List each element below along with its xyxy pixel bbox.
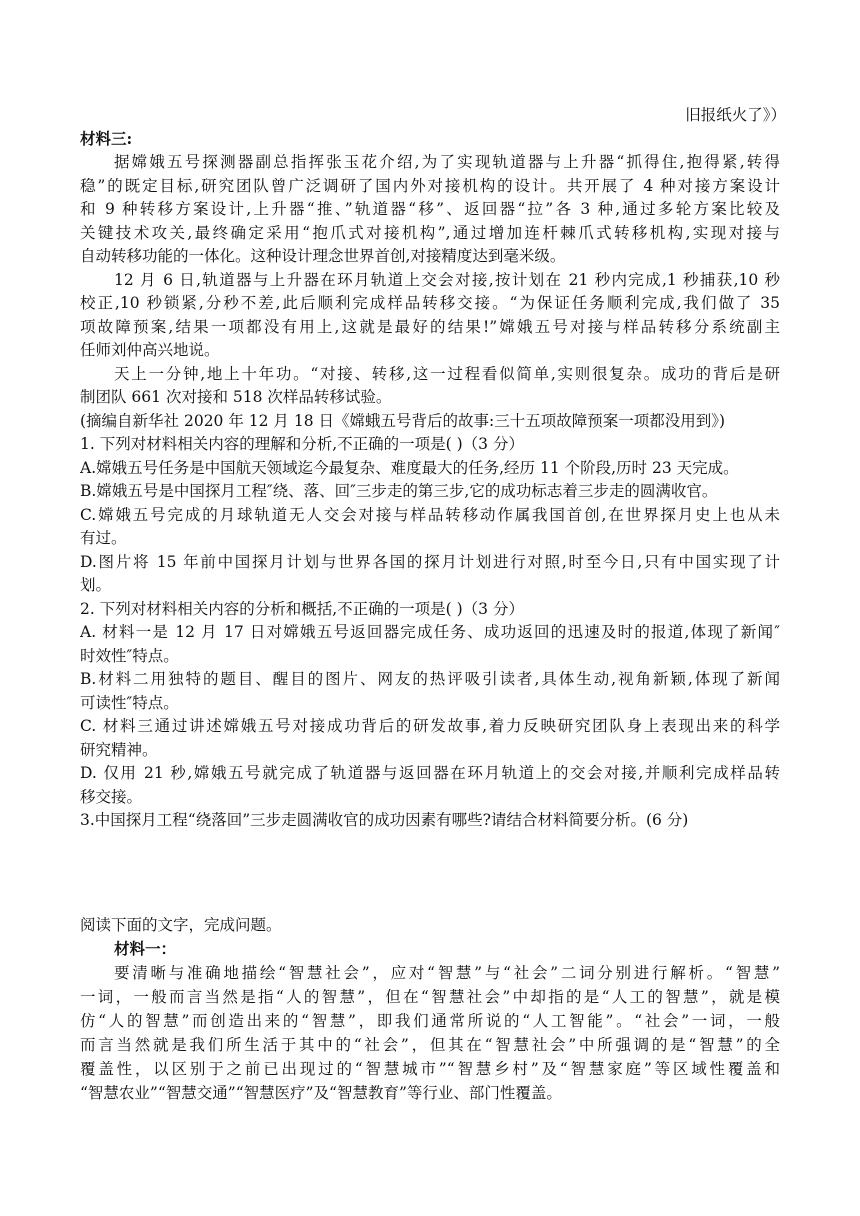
question-2-stem: 2. 下列对材料相关内容的分析和概括,不正确的一项是( )（3 分） [80,600,524,618]
question-1-option-c: 有过。 [80,529,127,547]
question-1-option-d: 划。 [80,576,112,594]
question-2-option-a: A. 材料一是 12 月 17 日对嫦娥五号返回器完成任务、成功返回的迅速及时的报道,体现了新闻″ [80,623,780,641]
material1-para-line: 仿“人的智慧”而创造出来的“智慧”，即我们通常所说的“人工智能”。“社会”一词，一般 [80,1012,780,1030]
reading-intro: 阅读下面的文字，完成问题。 [80,916,282,934]
material3-para1-line: 和 9 种转移方案设计,上升器“推、”轨道器“移”、返回器“拉”各 3 种,通过多轮方案比较及 [80,200,780,218]
material3-para2-line: 任师刘仲高兴地说。 [80,341,220,359]
material3-para2-line: 项故障预案,结果一项都没有用上,这就是最好的结果!”嫦娥五号对接与样品转移分系统副主 [80,318,780,336]
question-1-stem: 1. 下列对材料相关内容的理解和分析,不正确的一项是( )（3 分） [80,435,524,453]
material3-heading: 材料三: [80,129,133,148]
material3-para1-line: 据嫦娥五号探测器副总指挥张玉花介绍,为了实现轨道器与上升器“抓得住,抱得紧,转得 [114,153,780,171]
material1-para-line: 一词，一般而言当然是指“人的智慧”，但在“智慧社会”中却指的是“人工的智慧”，就是模 [80,988,780,1006]
material1-para-line: 要清晰与准确地描绘“智慧社会”，应对“智慧”与“社会”二词分别进行解析。“智慧” [114,964,780,982]
question-2-option-d: 移交接。 [80,788,143,806]
material3-para3-line: 制团队 661 次对接和 518 次样品转移试验。 [80,388,392,406]
material3-source: (摘编自新华社 2020 年 12 月 18 日《嫦蛾五号背后的故事:三十五项故障预案一项都没用到》) [80,412,726,430]
material3-para2-line: 校正,10 秒锁紧,分秒不差,此后顺利完成样品转移交接。“为保证任务顺利完成,我们做了 35 [80,294,780,312]
question-1-option-d: D.图片将 15 年前中国探月计划与世界各国的探月计划进行对照,时至今日,只有中国实现了计 [80,553,780,571]
question-1-option-c: C.嫦娥五号完成的月球轨道无人交会对接与样品转移动作属我国首创,在世界探月史上也从未 [80,506,780,524]
material1-para-line: 而言当然就是我们所生活于其中的“社会”，但其在“智慧社会”中所强调的是“智慧”的全 [80,1036,780,1054]
question-2-option-b: B.材料二用独特的题目、醒目的图片、网友的热评吸引读者,具体生动,视角新颖,体现了新闻 [80,670,780,688]
question-2-option-c: 研究精神。 [80,741,158,759]
material3-para2-line: 12 月 6 日,轨道器与上升器在环月轨道上交会对接,按计划在 21 秒内完成,1 秒捕获,10 秒 [114,271,780,289]
material3-para1-line: 稳”的既定目标,研究团队曾广泛调研了国内外对接机构的设计。共开展了 4 种对接方案设计 [80,177,780,195]
question-2-option-d: D. 仅用 21 秒,嫦娥五号就完成了轨道器与返回器在环月轨道上的交会对接,并顺利完成样品转 [80,764,780,782]
question-3-stem: 3.中国探月工程“绕落回”三步走圆满收官的成功因素有哪些?请结合材料简要分析。(6 分) [80,811,689,829]
question-2-option-a: 时效性″特点。 [80,647,179,665]
question-1-option-a: A.嫦娥五号任务是中国航天领域迄今最复杂、难度最大的任务,经历 11 个阶段,历时 23 天完成。 [80,459,739,477]
question-1-option-b: B.嫦娥五号是中国探月工程″绕、落、回″三步走的第三步,它的成功标志着三步走的圆满收官。 [80,482,718,500]
material3-para1-line: 自动转移功能的一体化。这种设计理念世界首创,对接精度达到毫米级。 [80,247,566,265]
question-2-option-b: 可读性″特点。 [80,694,179,712]
material1-heading: 材料一： [114,939,177,958]
material1-para-line: 覆盖性，以区别于之前已出现过的“智慧城市”“智慧乡村”及“智慧家庭”等区域性覆盖和 [80,1060,780,1078]
continued-citation: 旧报纸火了》） [685,106,786,124]
material3-para1-line: 关键技术攻关,最终确定采用“抱爪式对接机构”,通过增加连杆棘爪式转移机构,实现对接与 [80,224,780,242]
question-2-option-c: C. 材料三通过讲述嫦娥五号对接成功背后的研发故事,着力反映研究团队身上表现出来的科学 [80,717,780,735]
material3-para3-line: 天上一分钟,地上十年功。“对接、转移,这一过程看似简单,实则很复杂。成功的背后是研 [114,365,780,383]
material1-para-line: “智慧农业”“智慧交通”“智慧医疗”及“智慧教育”等行业、部门性覆盖。 [80,1084,562,1102]
